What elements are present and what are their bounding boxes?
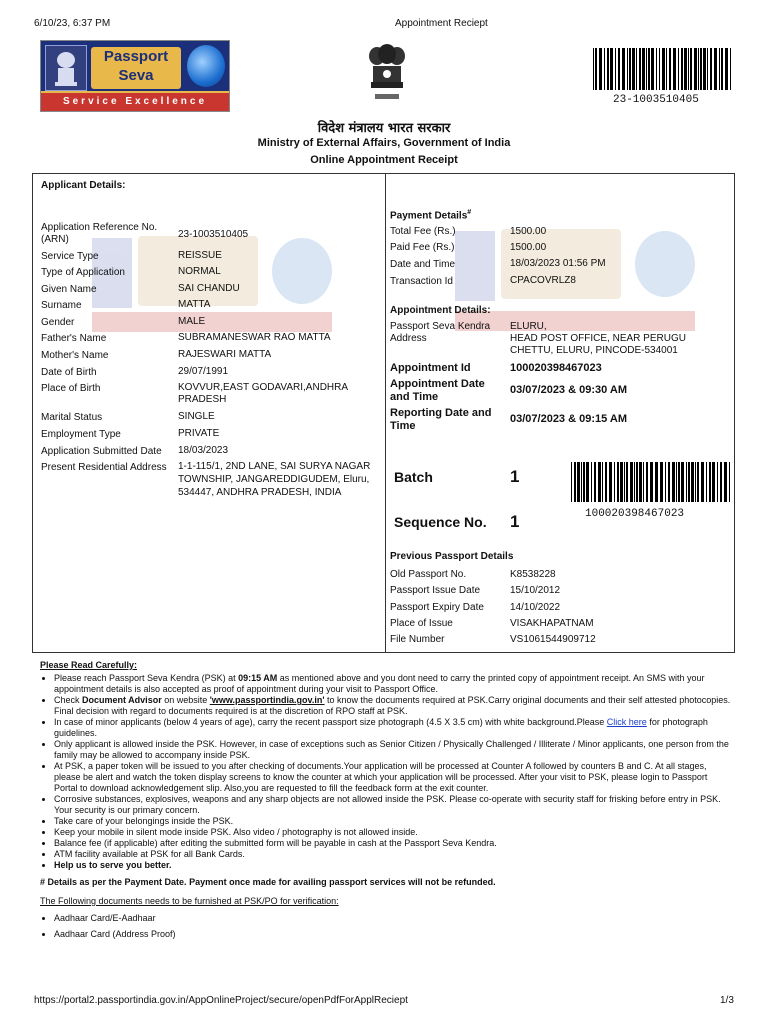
note-8: • Keep your mobile in silent mode inside PSK. Also video / photography is not allowed inside. xyxy=(54,827,732,838)
gender-value: MALE xyxy=(178,316,206,327)
barcode-bar xyxy=(690,48,692,90)
expiry-date-label: Passport Expiry Date xyxy=(390,602,484,613)
type-label: Type of Application xyxy=(41,267,125,278)
barcode-bar xyxy=(586,462,589,502)
reporting-label-1: Reporting Date and xyxy=(390,407,492,419)
barcode-bar xyxy=(605,462,607,502)
psk-value-1: ELURU, xyxy=(510,321,547,332)
barcode-bar xyxy=(660,462,663,502)
barcode-bar xyxy=(620,462,623,502)
applicant-details-title: Applicant Details: xyxy=(41,180,126,191)
barcode-bar xyxy=(659,48,661,90)
print-datetime: 6/10/23, 6:37 PM xyxy=(34,18,111,29)
notes-title: Please Read Carefully: xyxy=(40,660,138,670)
barcode-bar xyxy=(700,48,702,90)
payment-datetime-label: Date and Time xyxy=(390,259,456,270)
arn-value: 23-1003510405 xyxy=(178,229,249,240)
instructions xyxy=(40,660,732,940)
click-here-link[interactable]: Click here xyxy=(606,717,647,727)
psk-label-2: Address xyxy=(390,333,427,344)
barcode-bar xyxy=(676,462,677,502)
barcode-bar xyxy=(730,48,731,90)
barcode-bar xyxy=(574,462,576,502)
appointment-id-label: Appointment Id xyxy=(390,362,471,374)
expiry-date-value: 14/10/2022 xyxy=(510,602,561,613)
barcode-bar xyxy=(669,48,671,90)
reporting-label-2: Time xyxy=(390,420,416,432)
barcode-bar xyxy=(701,462,704,502)
barcode-bar xyxy=(602,462,603,502)
barcode-bar xyxy=(717,462,718,502)
psk-value-2: HEAD POST OFFICE, NEAR PERUGU xyxy=(510,333,686,344)
barcode-bar xyxy=(710,48,712,90)
gender-label: Gender xyxy=(41,317,75,328)
footer-url: https://portal2.passportindia.gov.in/AppOnlineProject/secure/openPdfForApplReciept xyxy=(34,995,408,1006)
note-11: • Help us to serve you better. xyxy=(54,860,732,871)
note-6: • Corrosive substances, explosives, weapons and any sharp objects are not allowed inside the PSK. Please co-operate with security staff for frisking before entry in PSK. Your security is our primary concern. xyxy=(54,794,732,816)
passport-website-link[interactable]: 'www.passportindia.gov.in' xyxy=(209,695,325,705)
mother-value: RAJESWARI MATTA xyxy=(178,349,272,360)
barcode-bar xyxy=(599,48,602,90)
barcode-bar xyxy=(594,462,596,502)
ministry-title: Ministry of External Affairs, Government of India xyxy=(257,137,511,149)
previous-passport-title: Previous Passport Details xyxy=(390,551,514,562)
marital-label: Marital Status xyxy=(41,412,103,423)
barcode-bar xyxy=(655,462,656,502)
barcode-bar xyxy=(626,462,628,502)
address-value-1: 1-1-115/1, 2ND LANE, SAI SURYA NAGAR xyxy=(178,461,371,472)
barcode-bar xyxy=(656,462,658,502)
barcode-bar xyxy=(721,48,723,90)
barcode-bar xyxy=(636,462,638,502)
pob-value-2: PRADESH xyxy=(178,394,227,405)
note-7: • Take care of your belongings inside the PSK. xyxy=(54,816,732,827)
barcode-bar xyxy=(617,462,619,502)
dob-value: 29/07/1991 xyxy=(178,366,229,377)
dob-label: Date of Birth xyxy=(41,367,97,378)
transaction-id-label: Transaction Id xyxy=(390,276,453,287)
note-9: • Balance fee (if applicable) after editing the submitted form will be payable in cash at the Passport Seva Kendra. xyxy=(54,838,732,849)
barcode-bar xyxy=(643,462,644,502)
barcode-bar xyxy=(614,462,615,502)
doc-1: • Aadhaar Card/E-Aadhaar xyxy=(54,913,732,924)
barcode-arn xyxy=(593,48,733,90)
barcode-bar xyxy=(719,48,720,90)
pob-label: Place of Birth xyxy=(41,383,101,394)
barcode-bar xyxy=(639,48,641,90)
barcode-bar xyxy=(577,462,580,502)
barcode-bar xyxy=(632,48,635,90)
paid-fee-value: 1500.00 xyxy=(510,242,547,253)
barcode-appointment-number: 100020398467023 xyxy=(585,508,685,520)
barcode-bar xyxy=(688,48,689,90)
barcode-bar xyxy=(634,462,635,502)
file-number-value: VS1061544909712 xyxy=(510,634,596,645)
note-1: • Please reach Passport Seva Kendra (PSK) at 09:15 AM as mentioned above and you dont need to carry the printed copy of appointment receipt. An SMS with your appointment details is also accepted as proof of appointment during your visit to Passport Office. xyxy=(54,673,732,695)
barcode-bar xyxy=(678,462,680,502)
barcode-bar xyxy=(697,462,699,502)
barcode-bar xyxy=(598,462,601,502)
barcode-bar xyxy=(686,462,687,502)
barcode-bar xyxy=(604,48,605,90)
total-fee-label: Total Fee (Rs.) xyxy=(390,226,456,237)
address-label: Present Residential Address xyxy=(41,462,167,473)
note-10: • ATM facility available at PSK for all Bank Cards. xyxy=(54,849,732,860)
barcode-bar xyxy=(672,462,675,502)
arn-label-2: (ARN) xyxy=(41,234,69,245)
barcode-bar xyxy=(694,48,697,90)
barcode-bar xyxy=(639,462,642,502)
barcode-bar xyxy=(656,48,657,90)
transaction-id-value: CPACOVRLZ8 xyxy=(510,275,576,286)
documents-title: The Following documents needs to be furnished at PSK/PO for verification: xyxy=(40,896,339,906)
note-5: • At PSK, a paper token will be issued to you after checking of documents.Your application will be processed at Counter A followed by counters B and C. At all stages, please be alert and watch the token display screens to know the counter at which your application will be processed. After your visit to PSK, please login to Passport Portal to download acknowledgement slip. Also,you are requested to fill the feedback form at the exit counter. xyxy=(54,761,732,794)
appointment-date-value: 03/07/2023 & 09:30 AM xyxy=(510,384,627,396)
mother-label: Mother's Name xyxy=(41,350,109,361)
barcode-bar xyxy=(595,48,597,90)
barcode-bar xyxy=(729,462,730,502)
passport-seva-logo xyxy=(40,40,230,112)
appointment-id-value: 100020398467023 xyxy=(510,362,602,374)
barcode-bar xyxy=(609,462,612,502)
logo-band: Service Excellence xyxy=(41,91,229,111)
address-value-3: 534447, ANDHRA PRADESH, INDIA xyxy=(178,487,342,498)
note-2: • Check Document Advisor on website 'www.passportindia.gov.in' to know the documents required at PSK.Carry original documents and their self attested photocopies. Final decision with regard to documents required is at the discretion of RPO staff at PSK. xyxy=(54,695,732,717)
national-emblem-icon xyxy=(45,45,87,91)
file-number-label: File Number xyxy=(390,634,445,645)
receipt-title: Online Appointment Receipt xyxy=(310,154,458,166)
sequence-label: Sequence No. xyxy=(394,514,487,530)
barcode-bar xyxy=(707,48,708,90)
barcode-bar xyxy=(724,462,727,502)
paid-fee-label: Paid Fee (Rs.) xyxy=(390,242,455,253)
issue-date-label: Passport Issue Date xyxy=(390,585,481,596)
barcode-bar xyxy=(703,48,706,90)
barcode-bar xyxy=(665,462,666,502)
barcode-bar xyxy=(624,462,625,502)
given-name-label: Given Name xyxy=(41,284,97,295)
batch-label: Batch xyxy=(394,469,433,485)
barcode-bar xyxy=(681,48,683,90)
barcode-arn-number: 23-1003510405 xyxy=(613,94,699,106)
barcode-bar xyxy=(706,462,707,502)
barcode-bar xyxy=(607,48,609,90)
barcode-bar xyxy=(627,48,628,90)
barcode-bar xyxy=(636,48,637,90)
barcode-bar xyxy=(642,48,645,90)
appointment-date-label-2: and Time xyxy=(390,391,439,403)
hindi-title: विदेश मंत्रालय भारत सरकार xyxy=(317,121,451,136)
barcode-bar xyxy=(709,462,711,502)
note-3: • In case of minor applicants (below 4 years of age), carry the recent passport size photograph (4.5 X 3.5 cm) with white background.Please Click here for photograph guidelines. xyxy=(54,717,732,739)
payment-note: # Details as per the Payment Date. Payment once made for availing passport services will not be refunded. xyxy=(40,877,496,887)
pob-value-1: KOVVUR,EAST GODAVARI,ANDHRA xyxy=(178,382,349,393)
barcode-bar xyxy=(648,48,650,90)
barcode-bar xyxy=(668,462,670,502)
barcode-bar xyxy=(673,48,676,90)
logo-text: Passport Seva xyxy=(91,47,181,89)
barcode-bar xyxy=(662,48,665,90)
given-name-value: SAI CHANDU xyxy=(178,283,240,294)
appointment-date-label-1: Appointment Date xyxy=(390,378,485,390)
barcode-bar xyxy=(688,462,690,502)
barcode-bar xyxy=(684,48,687,90)
barcode-bar xyxy=(581,462,582,502)
father-value: SUBRAMANESWAR RAO MATTA xyxy=(178,332,331,343)
old-passport-label: Old Passport No. xyxy=(390,569,467,580)
column-divider xyxy=(385,173,386,652)
print-title: Appointment Reciept xyxy=(395,18,488,29)
barcode-bar xyxy=(725,48,728,90)
psk-label-1: Passport Seva Kendra xyxy=(390,321,491,332)
employment-value: PRIVATE xyxy=(178,428,220,439)
barcode-bar xyxy=(622,48,625,90)
barcode-bar xyxy=(571,462,572,502)
type-value: NORMAL xyxy=(178,266,221,277)
place-of-issue-value: VISAKHAPATNAM xyxy=(510,618,594,629)
psk-value-3: CHETTU, ELURU, PINCODE-534001 xyxy=(510,345,678,356)
submitted-label: Application Submitted Date xyxy=(41,446,162,457)
service-type-value: REISSUE xyxy=(178,250,222,261)
barcode-bar xyxy=(630,462,633,502)
appointment-details-title: Appointment Details: xyxy=(390,305,491,316)
submitted-value: 18/03/2023 xyxy=(178,445,229,456)
footer-page: 1/3 xyxy=(720,995,734,1006)
place-of-issue-label: Place of Issue xyxy=(390,618,453,629)
barcode-bar xyxy=(650,462,653,502)
barcode-bar xyxy=(651,48,654,90)
surname-value: MATTA xyxy=(178,299,211,310)
address-value-2: TOWNSHIP, JANGAREDDIGUDEM, Eluru, xyxy=(178,474,370,485)
note-4: • Only applicant is allowed inside the PSK. However, in case of exceptions such as Senior Citizen / Physically Challenged / Illiterate / Minor applicants, one person from the family may be allowed to accompany inside PSK. xyxy=(54,739,732,761)
barcode-bar xyxy=(646,462,648,502)
barcode-bar xyxy=(610,48,613,90)
ashoka-emblem-icon xyxy=(365,40,409,112)
barcode-bar xyxy=(666,48,667,90)
employment-label: Employment Type xyxy=(41,429,121,440)
barcode-bar xyxy=(712,462,715,502)
surname-label: Surname xyxy=(41,300,82,311)
barcode-bar xyxy=(698,48,699,90)
issue-date-value: 15/10/2012 xyxy=(510,585,561,596)
service-type-label: Service Type xyxy=(41,251,99,262)
barcode-bar xyxy=(714,48,717,90)
reporting-value: 03/07/2023 & 09:15 AM xyxy=(510,413,627,425)
barcode-bar xyxy=(646,48,647,90)
old-passport-value: K8538228 xyxy=(510,569,556,580)
total-fee-value: 1500.00 xyxy=(510,226,547,237)
barcode-bar xyxy=(691,462,694,502)
arn-label-1: Application Reference No. xyxy=(41,222,158,233)
barcode-bar xyxy=(695,462,696,502)
barcode-bar xyxy=(593,48,594,90)
payment-datetime-value: 18/03/2023 01:56 PM xyxy=(510,258,606,269)
barcode-bar xyxy=(678,48,679,90)
barcode-bar xyxy=(591,462,592,502)
barcode-appointment xyxy=(571,462,731,502)
father-label: Father's Name xyxy=(41,333,107,344)
doc-2: • Aadhaar Card (Address Proof) xyxy=(54,929,732,940)
payment-details-title: Payment Details# xyxy=(390,209,472,222)
barcode-bar xyxy=(615,48,616,90)
barcode-bar xyxy=(681,462,684,502)
sequence-value: 1 xyxy=(510,512,520,531)
barcode-bar xyxy=(583,462,585,502)
barcode-bar xyxy=(629,48,631,90)
marital-value: SINGLE xyxy=(178,411,215,422)
batch-value: 1 xyxy=(510,467,520,486)
barcode-bar xyxy=(618,48,620,90)
globe-icon xyxy=(187,45,225,87)
barcode-bar xyxy=(720,462,722,502)
